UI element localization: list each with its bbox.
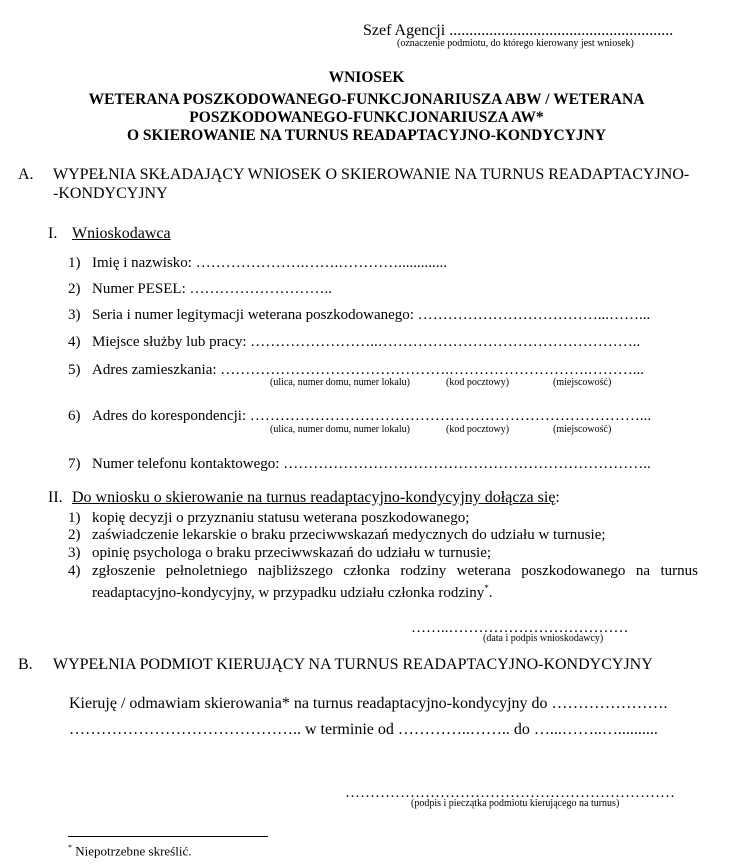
field-correspondence-address: Adres do korespondencji: ……………………………………………………………………... <box>92 408 652 424</box>
attachment-item: zgłoszenie pełnoletniego najbliższego członka rodziny weterana poszkodowanego na turnus readaptacyjno-kondycyjny, w przypadku udziału członka rodziny*. <box>92 563 698 601</box>
field-pesel: Numer PESEL: ……………………….. <box>92 281 332 297</box>
field-workplace: Miejsce służby lub pracy: ……………………..…………………………………………….. <box>92 334 641 350</box>
field-number: 5) <box>68 362 81 378</box>
applicant-signature-line: ……..……………………………… <box>411 620 629 636</box>
footnote: * Niepotrzebne skreślić. <box>68 843 192 859</box>
field-number: 4) <box>68 334 81 350</box>
attachment-number: 3) <box>68 545 81 561</box>
referral-line-2: …………………………………….. w terminie od …………..…….. do …...……..….......... <box>69 721 658 738</box>
part-1-heading: Wnioskodawca <box>72 225 171 242</box>
attachment-number: 1) <box>68 510 81 526</box>
field-number: 2) <box>68 281 81 297</box>
addressee-note: (oznaczenie podmiotu, do którego kierowany jest wniosek) <box>397 38 634 49</box>
field-name: Imię i nazwisko: ………………….…….…………............. <box>92 255 447 271</box>
section-a-heading-1: WYPEŁNIA SKŁADAJĄCY WNIOSEK O SKIEROWANIE NA TURNUS READAPTACYJNO- <box>53 166 690 183</box>
field-home-address: Adres zamieszkania: ……………………………………….……………………….………... <box>92 362 645 378</box>
part-2-numeral: II. <box>48 489 63 506</box>
field-number: 6) <box>68 408 81 424</box>
title-line-2: WETERANA POSZKODOWANEGO-FUNKCJONARIUSZA ABW / WETERANA <box>88 91 645 108</box>
part-2-heading: Do wniosku o skierowanie na turnus readaptacyjno-kondycyjny dołącza się: <box>72 489 560 506</box>
address-note-city: (miejscowość) <box>553 424 612 435</box>
section-a-letter: A. <box>18 166 34 183</box>
attachment-number: 4) <box>68 563 81 579</box>
title-line-3: POSZKODOWANEGO-FUNKCJONARIUSZA AW* <box>189 109 544 126</box>
title-line-4: O SKIEROWANIE NA TURNUS READAPTACYJNO-KONDYCYJNY <box>126 127 607 144</box>
title-line-1: WNIOSEK <box>328 69 405 86</box>
field-number: 3) <box>68 307 81 323</box>
attachment-item: kopię decyzji o przyznaniu statusu weterana poszkodowanego; <box>92 510 470 526</box>
referral-line-1: Kieruję / odmawiam skierowania* na turnus readaptacyjno-kondycyjny do …………………. <box>69 695 668 712</box>
part-1-numeral: I. <box>48 225 58 242</box>
section-b-heading: WYPEŁNIA PODMIOT KIERUJĄCY NA TURNUS READAPTACYJNO-KONDYCYJNY <box>53 656 653 673</box>
field-veteran-id: Seria i numer legitymacji weterana poszkodowanego: ………………………………...……... <box>92 307 651 323</box>
address-note-city: (miejscowość) <box>553 377 612 388</box>
applicant-signature-note: (data i podpis wnioskodawcy) <box>483 633 604 644</box>
section-a-heading-2: -KONDYCYJNY <box>53 185 168 202</box>
field-number: 7) <box>68 456 81 472</box>
address-note-postal: (kod pocztowy) <box>446 424 510 435</box>
address-note-street: (ulica, numer domu, numer lokalu) <box>270 377 410 388</box>
address-note-postal: (kod pocztowy) <box>446 377 510 388</box>
attachment-item: opinię psychologa o braku przeciwwskazań do udziału w turnusie; <box>92 545 492 561</box>
field-phone: Numer telefonu kontaktowego: ……………………………………………………………….. <box>92 456 651 472</box>
referrer-signature-line: ………………………………………………………… <box>345 785 675 801</box>
section-b-letter: B. <box>18 656 33 673</box>
attachment-item: zaświadczenie lekarskie o braku przeciwwskazań medycznych do udziału w turnusie; <box>92 527 606 543</box>
footnote-divider <box>68 836 268 837</box>
referrer-signature-note: (podpis i pieczątka podmiotu kierującego na turnus) <box>411 798 620 809</box>
address-note-street: (ulica, numer domu, numer lokalu) <box>270 424 410 435</box>
attachment-number: 2) <box>68 527 81 543</box>
addressee-line: Szef Agencji ........................................................ <box>363 22 674 39</box>
field-number: 1) <box>68 255 81 271</box>
